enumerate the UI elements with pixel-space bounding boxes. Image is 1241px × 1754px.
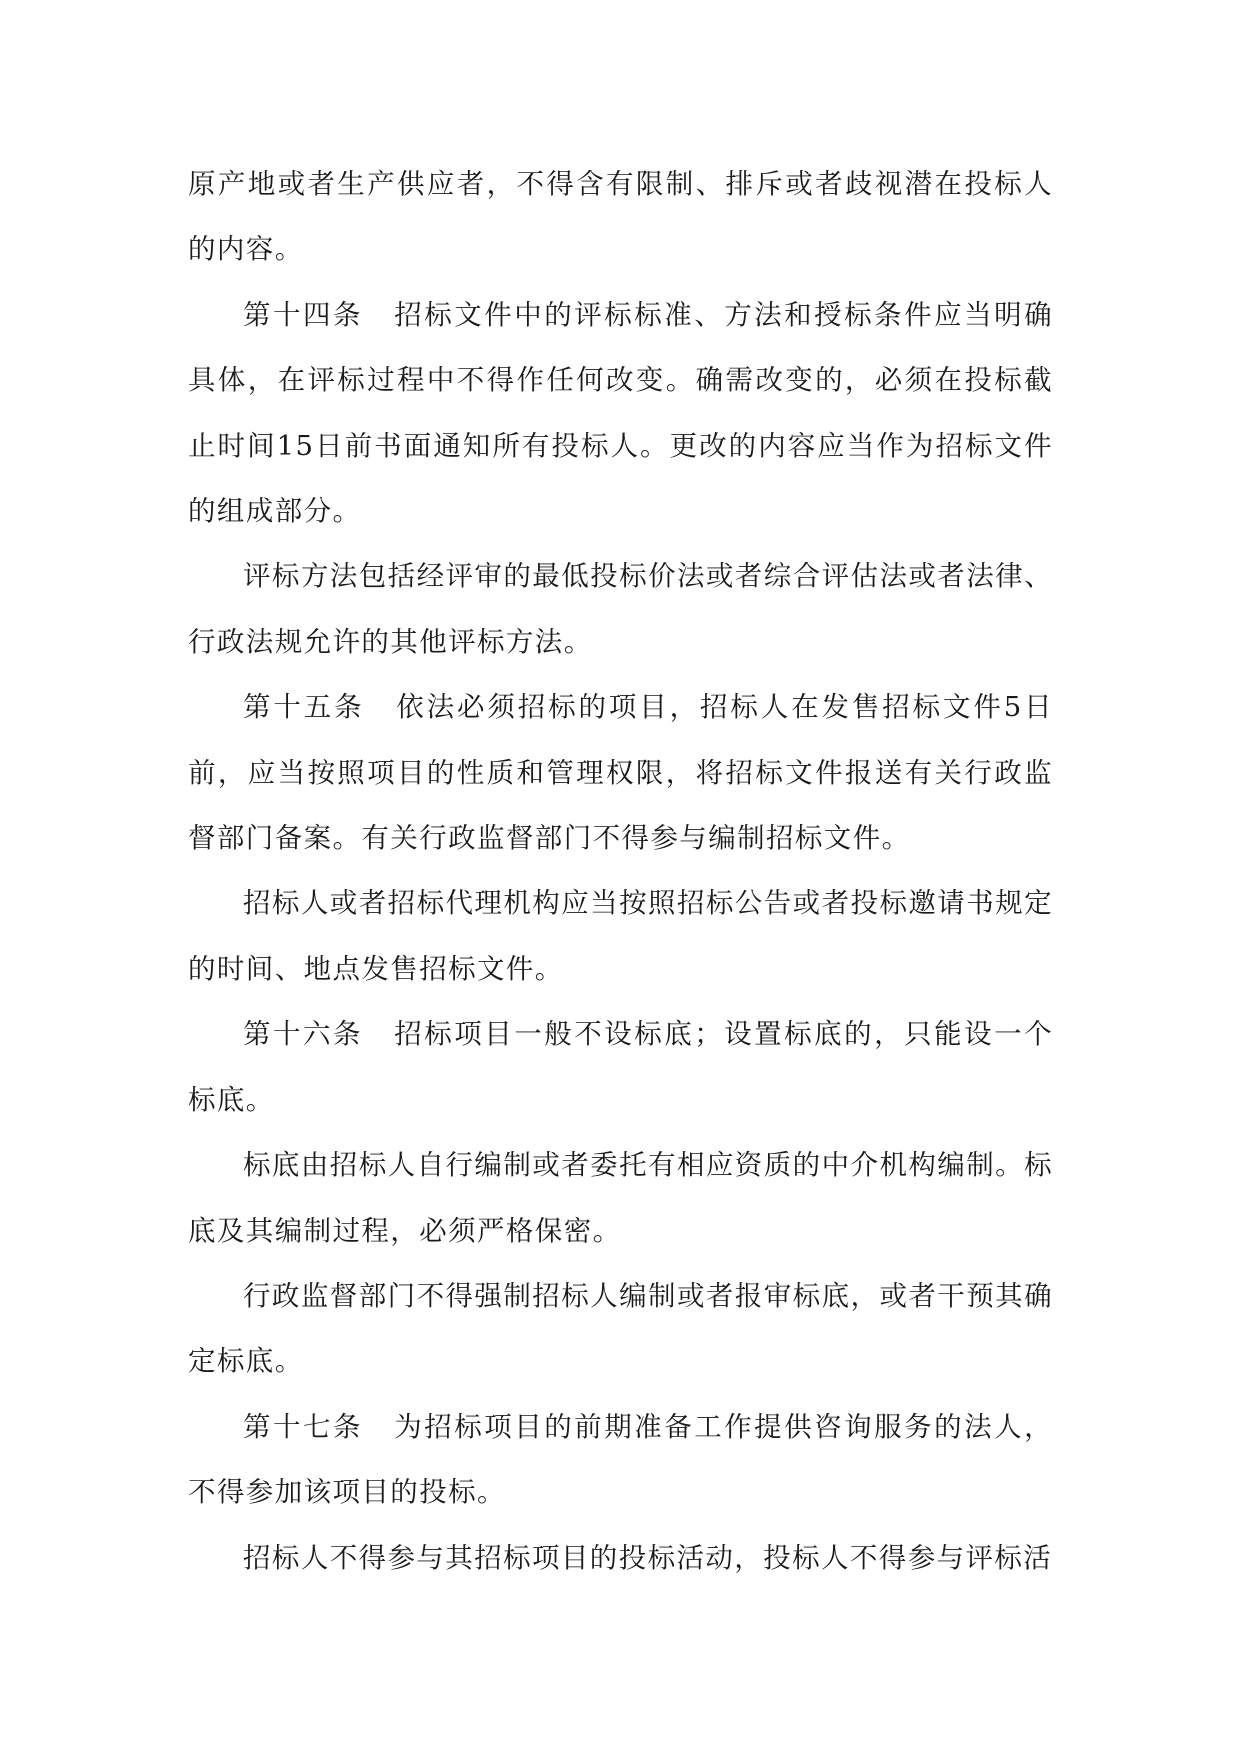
paragraph-text: 标底由招标人自行编制或者委托有相应资质的中介机构编制。标底及其编制过程，必须严格保密。 [188,1149,1053,1247]
paragraph-text: 原产地或者生产供应者，不得含有限制、排斥或者歧视潜在投标人的内容。 [188,168,1053,266]
paragraph-text: 评标方法包括经评审的最低投标价法或者综合评估法或者法律、行政法规允许的其他评标方法。 [188,560,1053,658]
paragraph [188,544,1053,675]
paragraph-article-14 [188,283,1053,545]
paragraph [188,1264,1053,1395]
paragraph [188,1133,1053,1264]
paragraph-text: 招标人不得参与其招标项目的投标活动，投标人不得参与评标活 [243,1541,1053,1574]
paragraph-text: 招标文件中的评标标准、方法和授标条件应当明确具体，在评标过程中不得作任何改变。确需改变的，必须在投标截止时间15日前书面通知所有投标人。更改的内容应当作为招标文件的组成部分。 [188,298,1053,528]
paragraph-text: 为招标项目的前期准备工作提供咨询服务的法人，不得参加该项目的投标。 [188,1410,1053,1509]
article-number: 第十四条 [243,298,363,331]
paragraph-article-16 [188,1002,1053,1133]
paragraph-continued [188,152,1053,283]
paragraph-text: 招标项目一般不设标底；设置标底的，只能设一个标底。 [188,1018,1053,1116]
paragraph-text: 招标人或者招标代理机构应当按照招标公告或者投标邀请书规定的时间、地点发售招标文件。 [188,887,1053,985]
paragraph-article-15 [188,675,1053,871]
paragraph-text: 依法必须招标的项目，招标人在发售招标文件5日前，应当按照项目的性质和管理权限，将招标文件报送有关行政监督部门备案。有关行政监督部门不得参与编制招标文件。 [188,691,1053,855]
paragraph-article-17 [188,1395,1053,1526]
paragraph-text: 行政监督部门不得强制招标人编制或者报审标底，或者干预其确定标底。 [188,1279,1053,1378]
document-body [188,152,1053,1591]
article-number: 第十七条 [243,1410,363,1443]
paragraph [188,1526,1053,1591]
article-number: 第十五条 [243,691,365,724]
article-number: 第十六条 [243,1018,363,1051]
paragraph [188,871,1053,1002]
